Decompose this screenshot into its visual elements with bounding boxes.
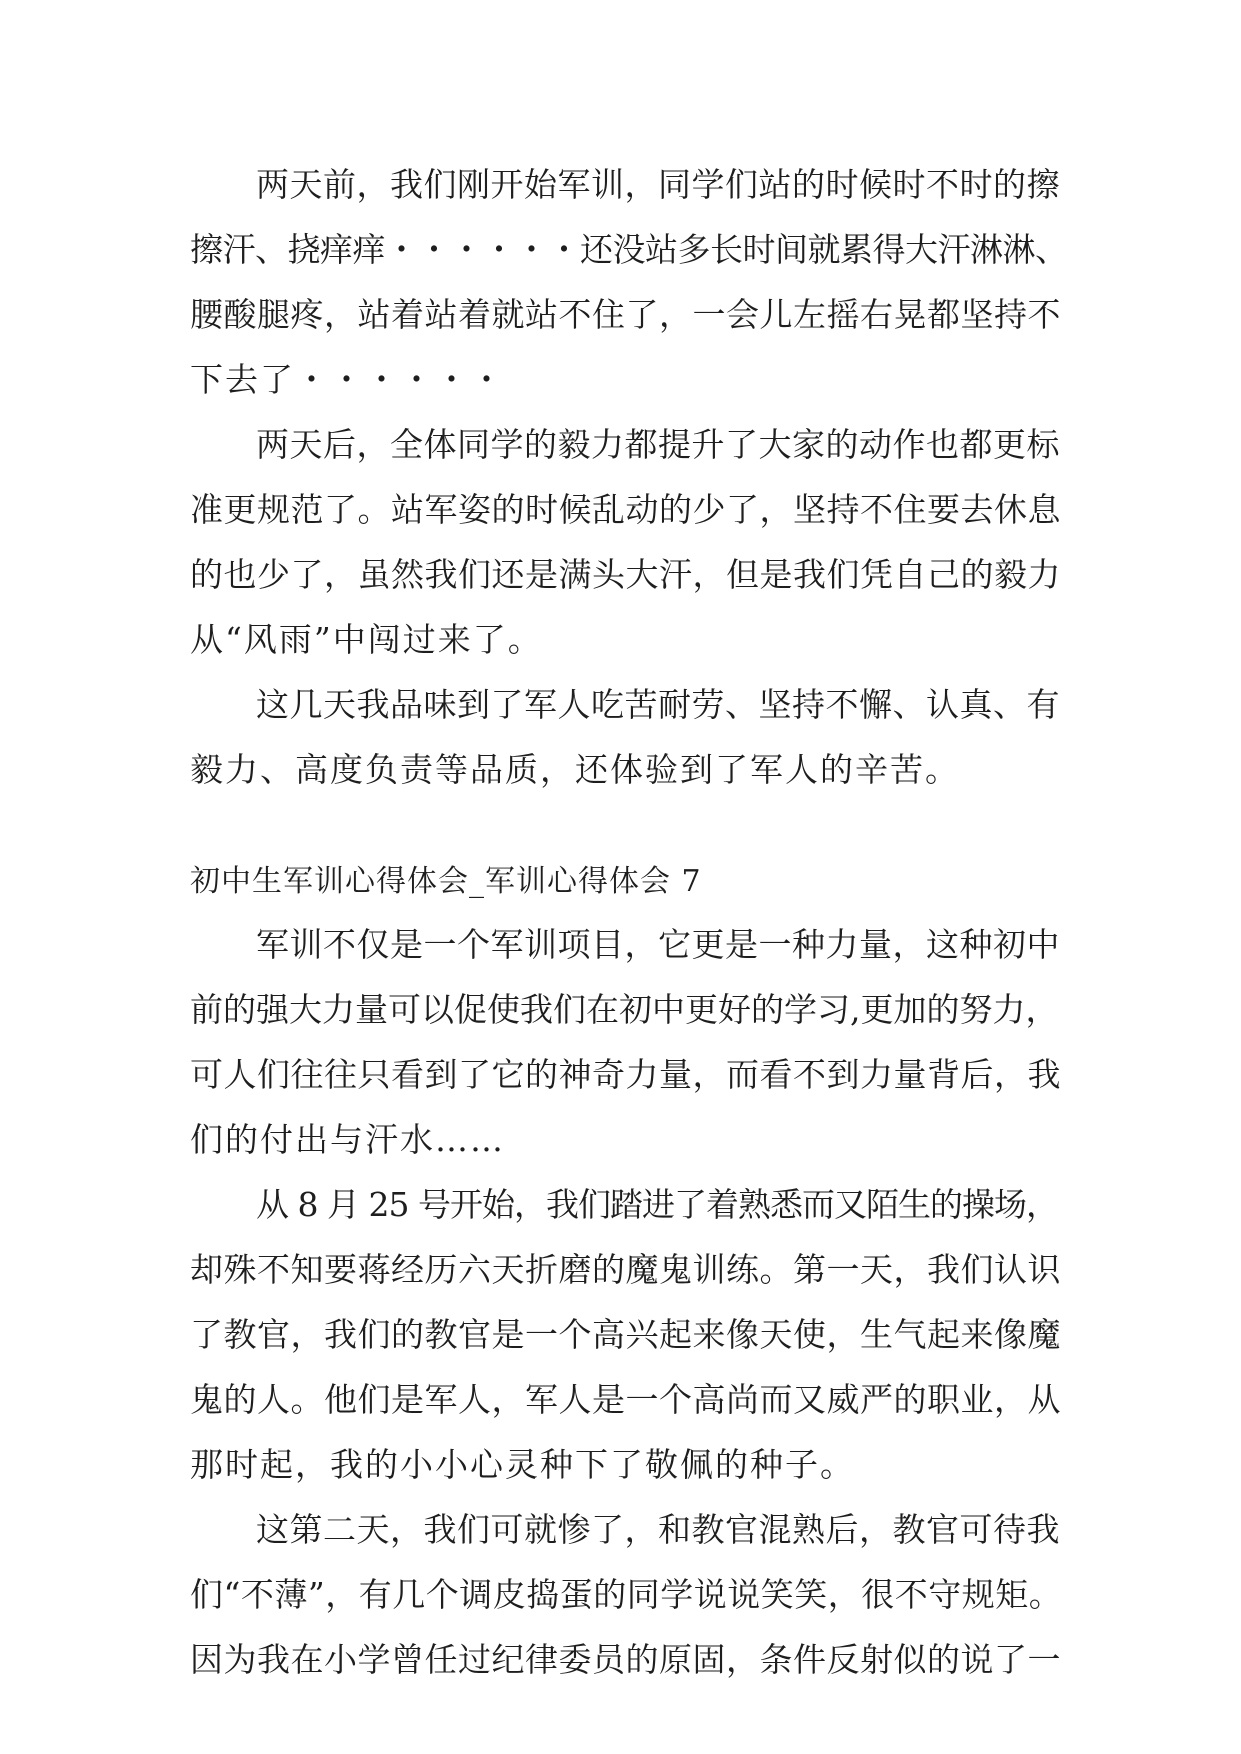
text-line: 两天后，全体同学的毅力都提升了大家的动作也都更标	[256, 425, 1060, 464]
text-line: 的也少了，虽然我们还是满头大汗，但是我们凭自己的毅力	[190, 555, 1061, 594]
text-line: 毅力、高度负责等品质，还体验到了军人的辛苦。	[190, 750, 960, 789]
text-line: 鬼的人。他们是军人，军人是一个高尚而又威严的职业，从	[190, 1380, 1061, 1419]
section-heading: 初中生军训心得体会_军训心得体会 7	[190, 864, 702, 899]
text-line: 从“风雨”中闯过来了。	[190, 620, 543, 659]
text-line: 军训不仅是一个军训项目，它更是一种力量，这种初中	[256, 925, 1060, 964]
text-line: 们的付出与汗水……	[190, 1120, 505, 1159]
text-line: 前的强大力量可以促使我们在初中更好的学习,更加的努力，	[190, 990, 1059, 1029]
text-line: 这第二天，我们可就惨了，和教官混熟后，教官可待我	[256, 1510, 1060, 1549]
text-line: 下去了・・・・・・	[190, 360, 505, 399]
text-line: 这几天我品味到了军人吃苦耐劳、坚持不懈、认真、有	[256, 685, 1060, 724]
text-line: 腰酸腿疼，站着站着就站不住了，一会儿左摇右晃都坚持不	[190, 295, 1061, 334]
text-line: 准更规范了。站军姿的时候乱动的少了，坚持不住要去休息	[190, 490, 1061, 529]
text-line: 了教官，我们的教官是一个高兴起来像天使，生气起来像魔	[190, 1315, 1061, 1354]
text-line: 从 8 月 25 号开始，我们踏进了着熟悉而又陌生的操场，	[256, 1185, 1058, 1224]
text-line: 擦汗、挠痒痒・・・・・・还没站多长时间就累得大汗淋淋、	[190, 230, 1068, 269]
text-line: 们“不薄”，有几个调皮捣蛋的同学说说笑笑，很不守规矩。	[190, 1575, 1063, 1614]
text-line: 那时起，我的小小心灵种下了敬佩的种子。	[190, 1445, 855, 1484]
text-line: 两天前，我们刚开始军训，同学们站的时候时不时的擦	[256, 165, 1060, 204]
text-line: 可人们往往只看到了它的神奇力量，而看不到力量背后，我	[190, 1055, 1061, 1094]
text-line: 却殊不知要蒋经历六天折磨的魔鬼训练。第一天，我们认识	[190, 1250, 1061, 1289]
text-line: 因为我在小学曾任过纪律委员的原固，条件反射似的说了一	[190, 1640, 1061, 1679]
